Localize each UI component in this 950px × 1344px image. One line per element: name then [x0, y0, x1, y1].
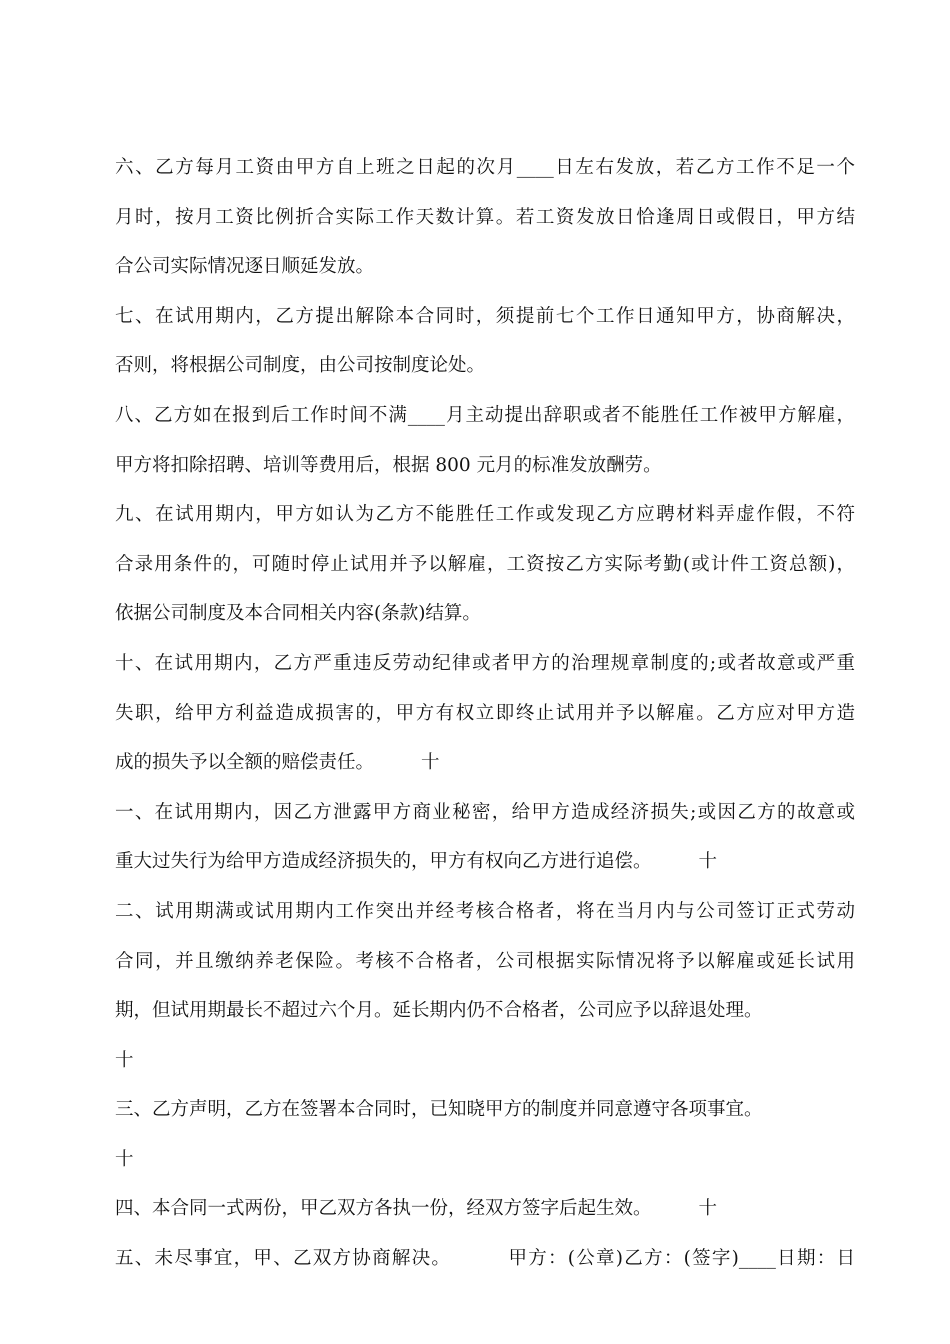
text-line: 重大过失行为给甲方造成经济损失的，甲方有权向乙方进行追偿。 十	[115, 851, 718, 873]
text-line: 期，但试用期最长不超过六个月。延长期内仍不合格者，公司应予以辞退处理。	[115, 1000, 763, 1022]
text-line: 一、在试用期内，因乙方泄露甲方商业秘密，给甲方造成经济损失;或因乙方的故意或	[115, 801, 855, 823]
text-line: 十	[115, 1049, 134, 1071]
text-line: 三、乙方声明，乙方在签署本合同时，已知晓甲方的制度并同意遵守各项事宜。	[115, 1099, 763, 1121]
text-line: 五、未尽事宜，甲、乙双方协商解决。 甲方：(公章)乙方：(签字)____日期：日	[115, 1248, 855, 1270]
text-line: 二、试用期满或试用期内工作突出并经考核合格者，将在当月内与公司签订正式劳动	[115, 900, 855, 922]
text-line: 四、本合同一式两份，甲乙双方各执一份，经双方签字后起生效。 十	[115, 1198, 718, 1220]
text-line: 七、在试用期内，乙方提出解除本合同时，须提前七个工作日通知甲方，协商解决，	[115, 305, 855, 327]
text-line: 合同，并且缴纳养老保险。考核不合格者，公司根据实际情况将予以解雇或延长试用	[115, 950, 855, 972]
text-line: 甲方将扣除招聘、培训等费用后，根据 800 元月的标准发放酬劳。	[115, 454, 662, 476]
text-line: 失职，给甲方利益造成损害的，甲方有权立即终止试用并予以解雇。乙方应对甲方造	[115, 702, 855, 724]
text-line: 成的损失予以全额的赔偿责任。 十	[115, 752, 440, 774]
contract-body	[115, 143, 855, 1284]
text-line: 月时，按月工资比例折合实际工作天数计算。若工资发放日恰逢周日或假日，甲方结	[115, 206, 855, 228]
text-line: 合录用条件的，可随时停止试用并予以解雇，工资按乙方实际考勤(或计件工资总额)，	[115, 553, 855, 575]
text-line: 九、在试用期内，甲方如认为乙方不能胜任工作或发现乙方应聘材料弄虚作假，不符	[115, 504, 855, 526]
text-line: 合公司实际情况逐日顺延发放。	[115, 256, 375, 278]
text-line: 六、乙方每月工资由甲方自上班之日起的次月____日左右发放，若乙方工作不足一个	[115, 157, 855, 178]
text-line: 依据公司制度及本合同相关内容(条款)结算。	[115, 603, 481, 625]
text-line: 十、在试用期内，乙方严重违反劳动纪律或者甲方的治理规章制度的;或者故意或严重	[115, 652, 855, 674]
text-line: 十	[115, 1148, 134, 1170]
text-line: 八、乙方如在报到后工作时间不满____月主动提出辞职或者不能胜任工作被甲方解雇，	[115, 404, 855, 426]
text-line: 否则，将根据公司制度，由公司按制度论处。	[115, 355, 486, 377]
